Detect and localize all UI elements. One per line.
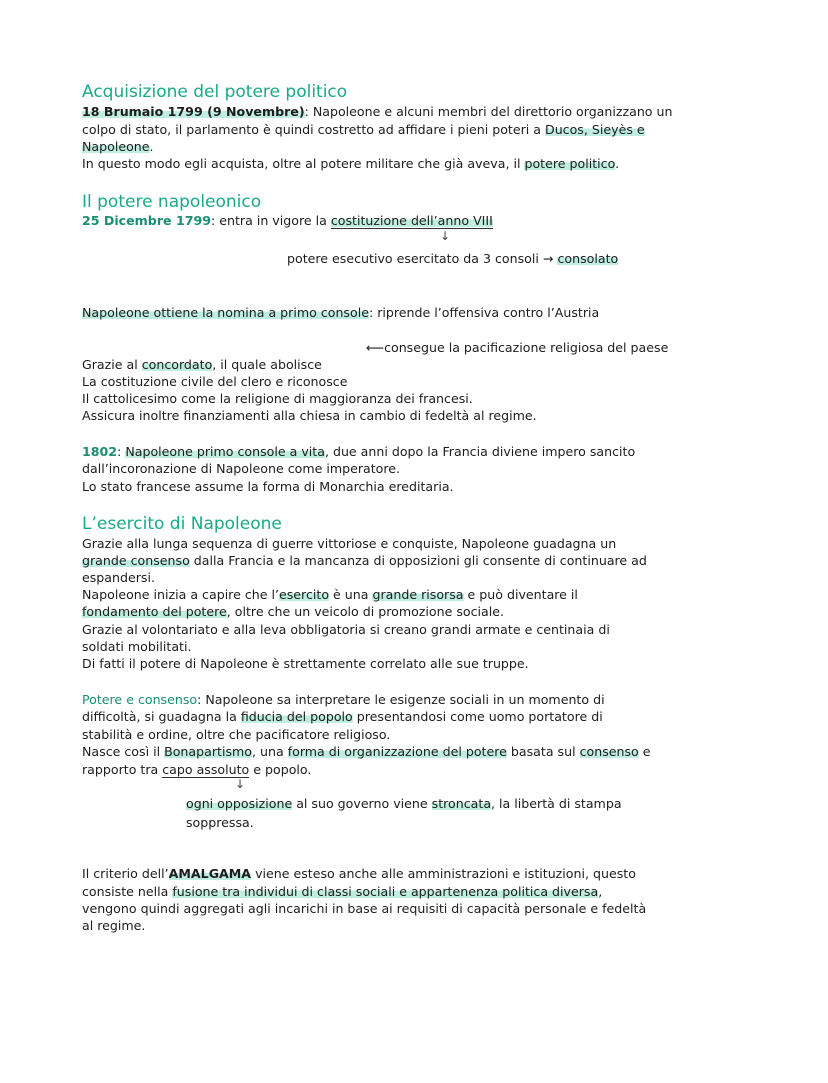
text-span: Il criterio dell’ bbox=[82, 866, 169, 881]
text-line bbox=[82, 692, 605, 708]
text-span: : bbox=[117, 444, 126, 459]
highlight: Ducos, Sieyès e bbox=[545, 122, 645, 137]
text-line: Di fatti il potere di Napoleone è strettamente correlato alle sue truppe. bbox=[82, 656, 529, 671]
text-line: vengono quindi aggregati agli incarichi in base ai requisiti di capacità personale e fedeltà bbox=[82, 901, 647, 916]
text-line: stabilità e ordine, oltre che pacificatore religioso. bbox=[82, 727, 391, 742]
text-span: e popolo. bbox=[249, 762, 312, 777]
highlight: consolato bbox=[557, 251, 619, 266]
text-line bbox=[82, 156, 619, 172]
text-line bbox=[82, 709, 603, 725]
text-line bbox=[82, 884, 602, 900]
text-span: : Napoleone e alcuni membri del direttorio organizzano un bbox=[304, 104, 673, 119]
branch-note bbox=[366, 340, 668, 356]
text-span: : Napoleone sa interpretare le esigenze sociali in un momento di bbox=[197, 692, 605, 707]
highlight: fondamento del potere bbox=[82, 604, 227, 619]
text-line: dall’incoronazione di Napoleone come imperatore. bbox=[82, 461, 401, 476]
text-line bbox=[82, 762, 311, 778]
text-span: consiste nella bbox=[82, 884, 173, 899]
highlight: costituzione dell’anno VIII bbox=[330, 213, 493, 228]
highlight: AMALGAMA bbox=[168, 866, 252, 881]
text-span: difficoltà, si guadagna la bbox=[82, 709, 241, 724]
section-title-esercito: L’esercito di Napoleone bbox=[82, 514, 282, 534]
text-span: , bbox=[598, 884, 603, 899]
text-span: e può diventare il bbox=[463, 587, 578, 602]
text-line: soldati mobilitati. bbox=[82, 639, 192, 654]
section-title-acquisizione: Acquisizione del potere politico bbox=[82, 82, 348, 102]
text-line: Il cattolicesimo come la religione di maggioranza dei francesi. bbox=[82, 391, 473, 406]
text-line bbox=[82, 213, 493, 229]
text-line bbox=[82, 104, 672, 120]
text-line: Lo stato francese assume la forma di Monarchia ereditaria. bbox=[82, 479, 454, 494]
arrow-down-icon: ↓ bbox=[235, 777, 246, 791]
highlight: potere politico bbox=[524, 156, 616, 171]
subtopic-label: Potere e consenso bbox=[82, 692, 198, 707]
text-span: , oltre che un veicolo di promozione sociale. bbox=[226, 604, 505, 619]
text-line bbox=[82, 604, 504, 620]
text-line: soppressa. bbox=[186, 815, 254, 830]
date-highlight: 18 Brumaio 1799 (9 Novembre) bbox=[82, 104, 305, 119]
text-span: dalla Francia e la mancanza di opposizioni gli consente di continuare ad bbox=[189, 553, 647, 568]
text-line bbox=[82, 866, 636, 882]
underlined-text: capo assoluto bbox=[162, 762, 250, 777]
highlight: Napoleone primo console a vita bbox=[125, 444, 325, 459]
text-line bbox=[82, 744, 651, 760]
text-line bbox=[186, 796, 622, 812]
text-span: Napoleone inizia a capire che l’ bbox=[82, 587, 279, 602]
highlight: Napoleone ottiene la nomina a primo console bbox=[82, 305, 369, 320]
date-label: 1802 bbox=[82, 444, 118, 459]
text-span: è una bbox=[329, 587, 373, 602]
text-span: rapporto tra bbox=[82, 762, 163, 777]
text-span: . bbox=[615, 156, 620, 171]
text-span: , due anni dopo la Francia diviene impero sancito bbox=[324, 444, 636, 459]
highlight: fusione tra individui di classi sociali e appartenenza politica diversa bbox=[172, 884, 599, 899]
arrow-right-icon: → bbox=[542, 251, 554, 266]
text-line bbox=[82, 122, 645, 138]
text-span: Nasce così il bbox=[82, 744, 165, 759]
date-label: 25 Dicembre 1799 bbox=[82, 213, 212, 228]
text-line bbox=[82, 357, 322, 373]
text-line: Assicura inoltre finanziamenti alla chiesa in cambio di fedeltà al regime. bbox=[82, 408, 537, 423]
highlight: concordato bbox=[141, 357, 213, 372]
text-span: , la libertà di stampa bbox=[491, 796, 622, 811]
text-span: In questo modo egli acquista, oltre al potere militare che già aveva, il bbox=[82, 156, 525, 171]
text-span: basata sul bbox=[506, 744, 580, 759]
text-line: La costituzione civile del clero e riconosce bbox=[82, 374, 348, 389]
text-span: e bbox=[638, 744, 651, 759]
text-line: Grazie al volontariato e alla leva obbligatoria si creano grandi armate e centinaia di bbox=[82, 622, 610, 637]
text-span: : entra in vigore la bbox=[211, 213, 331, 228]
text-line bbox=[82, 444, 635, 460]
arrow-left-icon: ⟵ bbox=[366, 340, 385, 355]
text-line: espandersi. bbox=[82, 570, 155, 585]
text-span: , il quale abolisce bbox=[212, 357, 322, 372]
highlight: consenso bbox=[579, 744, 639, 759]
highlight: Bonapartismo bbox=[164, 744, 252, 759]
section-title-potere-napoleonico: Il potere napoleonico bbox=[82, 192, 262, 212]
highlight: grande risorsa bbox=[372, 587, 464, 602]
text-line bbox=[82, 587, 578, 603]
text-line bbox=[287, 251, 618, 267]
arrow-down-icon: ↓ bbox=[440, 229, 451, 243]
highlight: Napoleone bbox=[82, 139, 150, 154]
highlight: stroncata bbox=[431, 796, 492, 811]
text-span: al suo governo viene bbox=[292, 796, 432, 811]
text-line: al regime. bbox=[82, 918, 146, 933]
highlight: ogni opposizione bbox=[186, 796, 293, 811]
text-span: : riprende l’offensiva contro l’Austria bbox=[368, 305, 600, 320]
text-line: Grazie alla lunga sequenza di guerre vittoriose e conquiste, Napoleone guadagna un bbox=[82, 536, 617, 551]
text-line bbox=[82, 139, 154, 155]
text-span: . bbox=[149, 139, 154, 154]
text-span: viene esteso anche alle amministrazioni e istituzioni, questo bbox=[251, 866, 636, 881]
text-span: potere esecutivo esercitato da 3 consoli bbox=[287, 251, 539, 266]
text-span: Grazie al bbox=[82, 357, 142, 372]
highlight: grande consenso bbox=[82, 553, 190, 568]
text-span: consegue la pacificazione religiosa del paese bbox=[384, 340, 669, 355]
text-line bbox=[82, 553, 647, 569]
highlight: esercito bbox=[279, 587, 330, 602]
text-span: colpo di stato, il parlamento è quindi costretto ad affidare i pieni poteri a bbox=[82, 122, 545, 137]
highlight: forma di organizzazione del potere bbox=[287, 744, 507, 759]
text-span: presentandosi come uomo portatore di bbox=[352, 709, 603, 724]
text-span: , una bbox=[251, 744, 288, 759]
highlight: fiducia del popolo bbox=[240, 709, 353, 724]
text-line bbox=[82, 305, 599, 321]
